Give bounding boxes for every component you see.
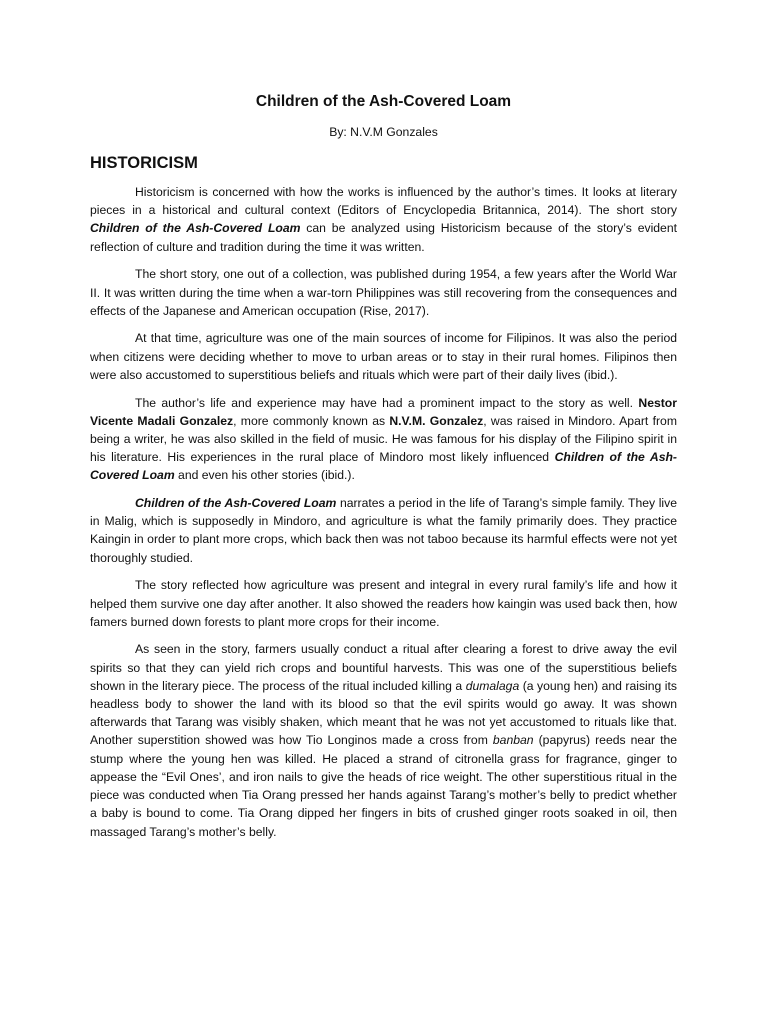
text-run: Historicism is concerned with how the works is influenced by the author’s times. It looks at literary pieces in a historical and cultural context (Editors of Encyclopedia Britannica, 2014). The short story — [90, 185, 677, 218]
text-run: The author’s life and experience may have had a prominent impact to the story as well. — [135, 395, 639, 410]
author-byline: By: N.V.M Gonzales — [329, 125, 438, 139]
text-run: At that time, agriculture was one of the main sources of income for Filipinos. It was also the period when citizens were deciding whether to move to urban areas or to stay in their rural homes. Filipinos then were also accustomed to superstitious beliefs and rituals which were part of their daily lives (ibid.). — [90, 331, 677, 382]
emphasized-text: Children of the Ash-Covered Loam — [90, 450, 677, 483]
text-run: narrates a period in the life of Tarang’s simple family. They live in Malig, which is supposedly in Mindoro, and agriculture is what the family primarily does. They practice Kaingin in order to plant more crops, which back then was not taboo because its harmful effects were not yet thoroughly studied. — [90, 496, 677, 565]
body-text — [90, 183, 677, 841]
text-run: The story reflected how agriculture was present and integral in every rural family’s life and how it helped them survive one day after another. It also showed the readers how kaingin was used back then, how famers burned down forests to plant more crops for their income. — [90, 578, 677, 629]
emphasized-text: Nestor Vicente Madali Gonzalez — [90, 395, 677, 428]
text-run: can be analyzed using Historicism because of the story’s evident reflection of culture and tradition during the time it was written. — [90, 221, 678, 254]
paragraph — [90, 494, 677, 567]
text-run: , was raised in Mindoro. Apart from being a writer, he was also skilled in the field of music. He was famous for his display of the Filipino spirit in his literature. His experiences in the rural place of Mindoro most likely influenced — [90, 413, 677, 465]
section-heading: HISTORICISM — [90, 154, 198, 172]
paragraph — [90, 265, 677, 320]
text-run: , more commonly known as — [233, 413, 390, 428]
emphasized-text: dumalaga — [465, 678, 520, 693]
text-run: (papyrus) reeds near the stump where the young hen was killed. He placed a strand of citronella grass for fragrance, ginger to appease the “Evil Ones’, and iron nails to give the heads of rice weight. The other superstitious ritual in the piece was conducted when Tia Orang pressed her hands against Tarang’s mother’s belly to predict whether a baby is bound to come. Tia Orang dipped her fingers in bits of crushed ginger roots soaked in oil, then massaged Tarang’s mother’s belly. — [90, 733, 678, 839]
emphasized-text: Children of the Ash-Covered Loam — [90, 221, 301, 236]
emphasized-text: N.V.M. Gonzalez — [389, 413, 484, 428]
paragraph — [90, 329, 677, 384]
paragraph — [90, 576, 677, 631]
document-title: Children of the Ash-Covered Loam — [255, 93, 512, 110]
emphasized-text: Children of the Ash-Covered Loam — [135, 496, 337, 511]
text-run: and even his other stories (ibid.). — [174, 468, 355, 483]
page-content — [90, 92, 677, 850]
paragraph — [90, 394, 677, 485]
emphasized-text: banban — [492, 733, 534, 748]
text-run: (a young hen) and raising its headless body to shower the land with its blood so that the evil spirits would go away. It was shown afterwards that Tarang was visibly shaken, which meant that he was not yet accustomed to rituals like that. Another superstition showed was how Tio Longinos made a cross from — [90, 678, 677, 748]
paragraph — [90, 640, 677, 840]
text-run: The short story, one out of a collection, was published during 1954, a few years after the World War II. It was written during the time when a war-torn Philippines was still recovering from the consequences and effects of the Japanese and American occupation (Rise, 2017). — [90, 267, 677, 318]
text-run: As seen in the story, farmers usually conduct a ritual after clearing a forest to drive away the evil spirits so that they can yield rich crops and bountiful harvests. This was one of the superstitious beliefs shown in the literary piece. The process of the ritual included killing a — [90, 642, 677, 693]
paragraph — [90, 183, 677, 256]
